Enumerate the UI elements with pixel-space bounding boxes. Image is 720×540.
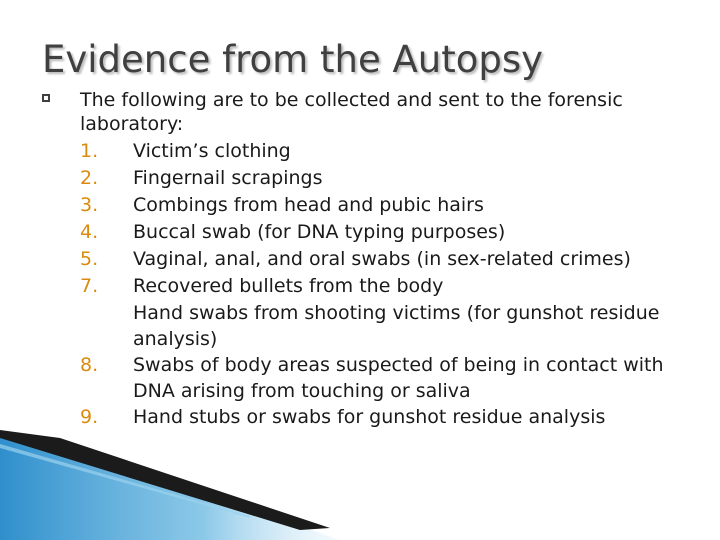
item-number: 2. [80,167,99,189]
list-item [80,219,710,246]
item-number: 4. [80,221,99,243]
item-text: Combings from head and pubic hairs [133,194,484,216]
list-item [80,246,710,273]
evidence-list [80,138,710,431]
item-text: Swabs of body areas suspected of being in contact with DNA arising from touching or saliva [133,354,664,402]
item-text: Vaginal, anal, and oral swabs (in sex-related crimes) [133,248,631,270]
list-item [80,300,710,352]
intro-text: The following are to be collected and sent to the forensic laboratory: [80,89,623,135]
item-text: Recovered bullets from the body [133,275,444,297]
list-item [80,192,710,219]
list-item [80,404,710,431]
square-bullet-icon [42,94,51,103]
list-item [80,273,710,300]
item-number: 1. [80,140,99,162]
slide-body [80,88,710,431]
item-text: Victim’s clothing [133,140,291,162]
list-item [80,352,710,404]
list-item [80,138,710,165]
item-text: Fingernail scrapings [133,167,323,189]
item-number: 5. [80,248,99,270]
list-item [80,165,710,192]
item-text: Buccal swab (for DNA typing purposes) [133,221,506,243]
item-number: 7. [80,275,99,297]
item-text: Hand swabs from shooting victims (for gunshot residue analysis) [133,302,660,350]
item-number: 8. [80,354,99,376]
item-number: 9. [80,406,99,428]
item-number: 3. [80,194,99,216]
item-text: Hand stubs or swabs for gunshot residue analysis [133,406,606,428]
slide-title: Evidence from the Autopsy [42,38,544,81]
corner-swoosh-decoration [0,430,720,540]
